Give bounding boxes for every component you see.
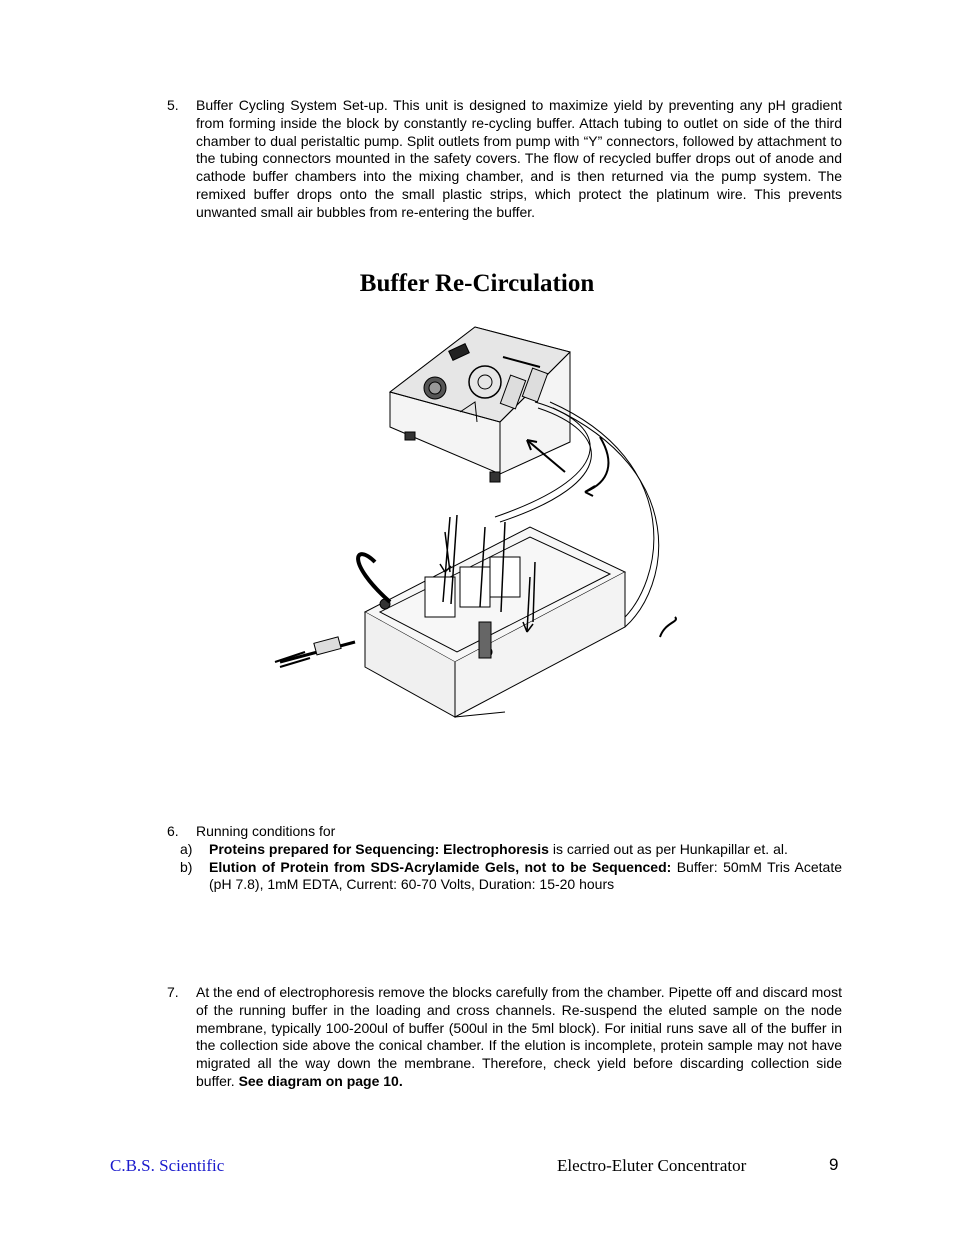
step-number: 5. [167, 97, 179, 113]
figure-title: Buffer Re-Circulation [359, 270, 595, 297]
sub-label: b) [180, 858, 193, 875]
page-number: 9 [829, 1155, 839, 1174]
electrophoresis-chamber [365, 527, 625, 717]
step-number: 7. [167, 984, 179, 1000]
step-6b [180, 858, 842, 895]
company-name: C.B.S. Scientific [110, 1156, 225, 1175]
step-7 [167, 984, 842, 1091]
step-5 [167, 97, 842, 222]
step-6-intro: Running conditions for [196, 823, 336, 839]
step-6 [167, 823, 842, 894]
step-number: 6. [167, 823, 179, 839]
step-5-text: Buffer Cycling System Set-up. This unit is designed to maximize yield by preventing any pH gradient from forming inside the block by constantly re-cycling buffer. Attach tubing to outlet on side of the third chamber to dual peristaltic pump. Split outlets from pump with “Y” connectors, followed by attachment to the tubing connectors mounted in the safety covers. The flow of recycled buffer drops out of anode and cathode buffer chambers into the mixing chamber, and is then returned via the pump system. The remixed buffer drops onto the small plastic strips, which protect the platinum wire. This prevents unwanted small air bubbles from re-entering the buffer. [196, 97, 842, 220]
diagram-reference: See diagram on page 10. [238, 1072, 403, 1089]
step-6a [180, 840, 842, 859]
sub-label: a) [180, 840, 193, 857]
step-6b-heading: Elution of Protein from SDS-Acrylamide Gels, not to be Sequenced: [209, 858, 672, 875]
step-6b-text: Buffer: 50mM Tris Acetate (pH 7.8), 1mM EDTA, Current: 60-70 Volts, Duration: 15-20 hours [209, 858, 842, 893]
step-6a-text: is carried out as per Hunkapillar et. al. [548, 840, 788, 857]
buffer-recirculation-diagram [265, 322, 695, 722]
step-7-text: At the end of electrophoresis remove the blocks carefully from the chamber. Pipette off and discard most of the running buffer in the loading and cross channels. Re-suspend the eluted sample on the node membrane, typically 100-200ul of buffer (500ul in the 5ml block). For initial runs save all of the buffer in the collection side above the conical chamber. If the elution is incomplete, protein sample may not have migrated all the way down the membrane. Therefore, check yield before discarding collection side buffer. See diagram on page 10. [196, 984, 842, 1089]
step-6a-heading: Proteins prepared for Sequencing: Electrophoresis [209, 840, 549, 857]
product-name: Electro-Eluter Concentrator [557, 1156, 747, 1175]
